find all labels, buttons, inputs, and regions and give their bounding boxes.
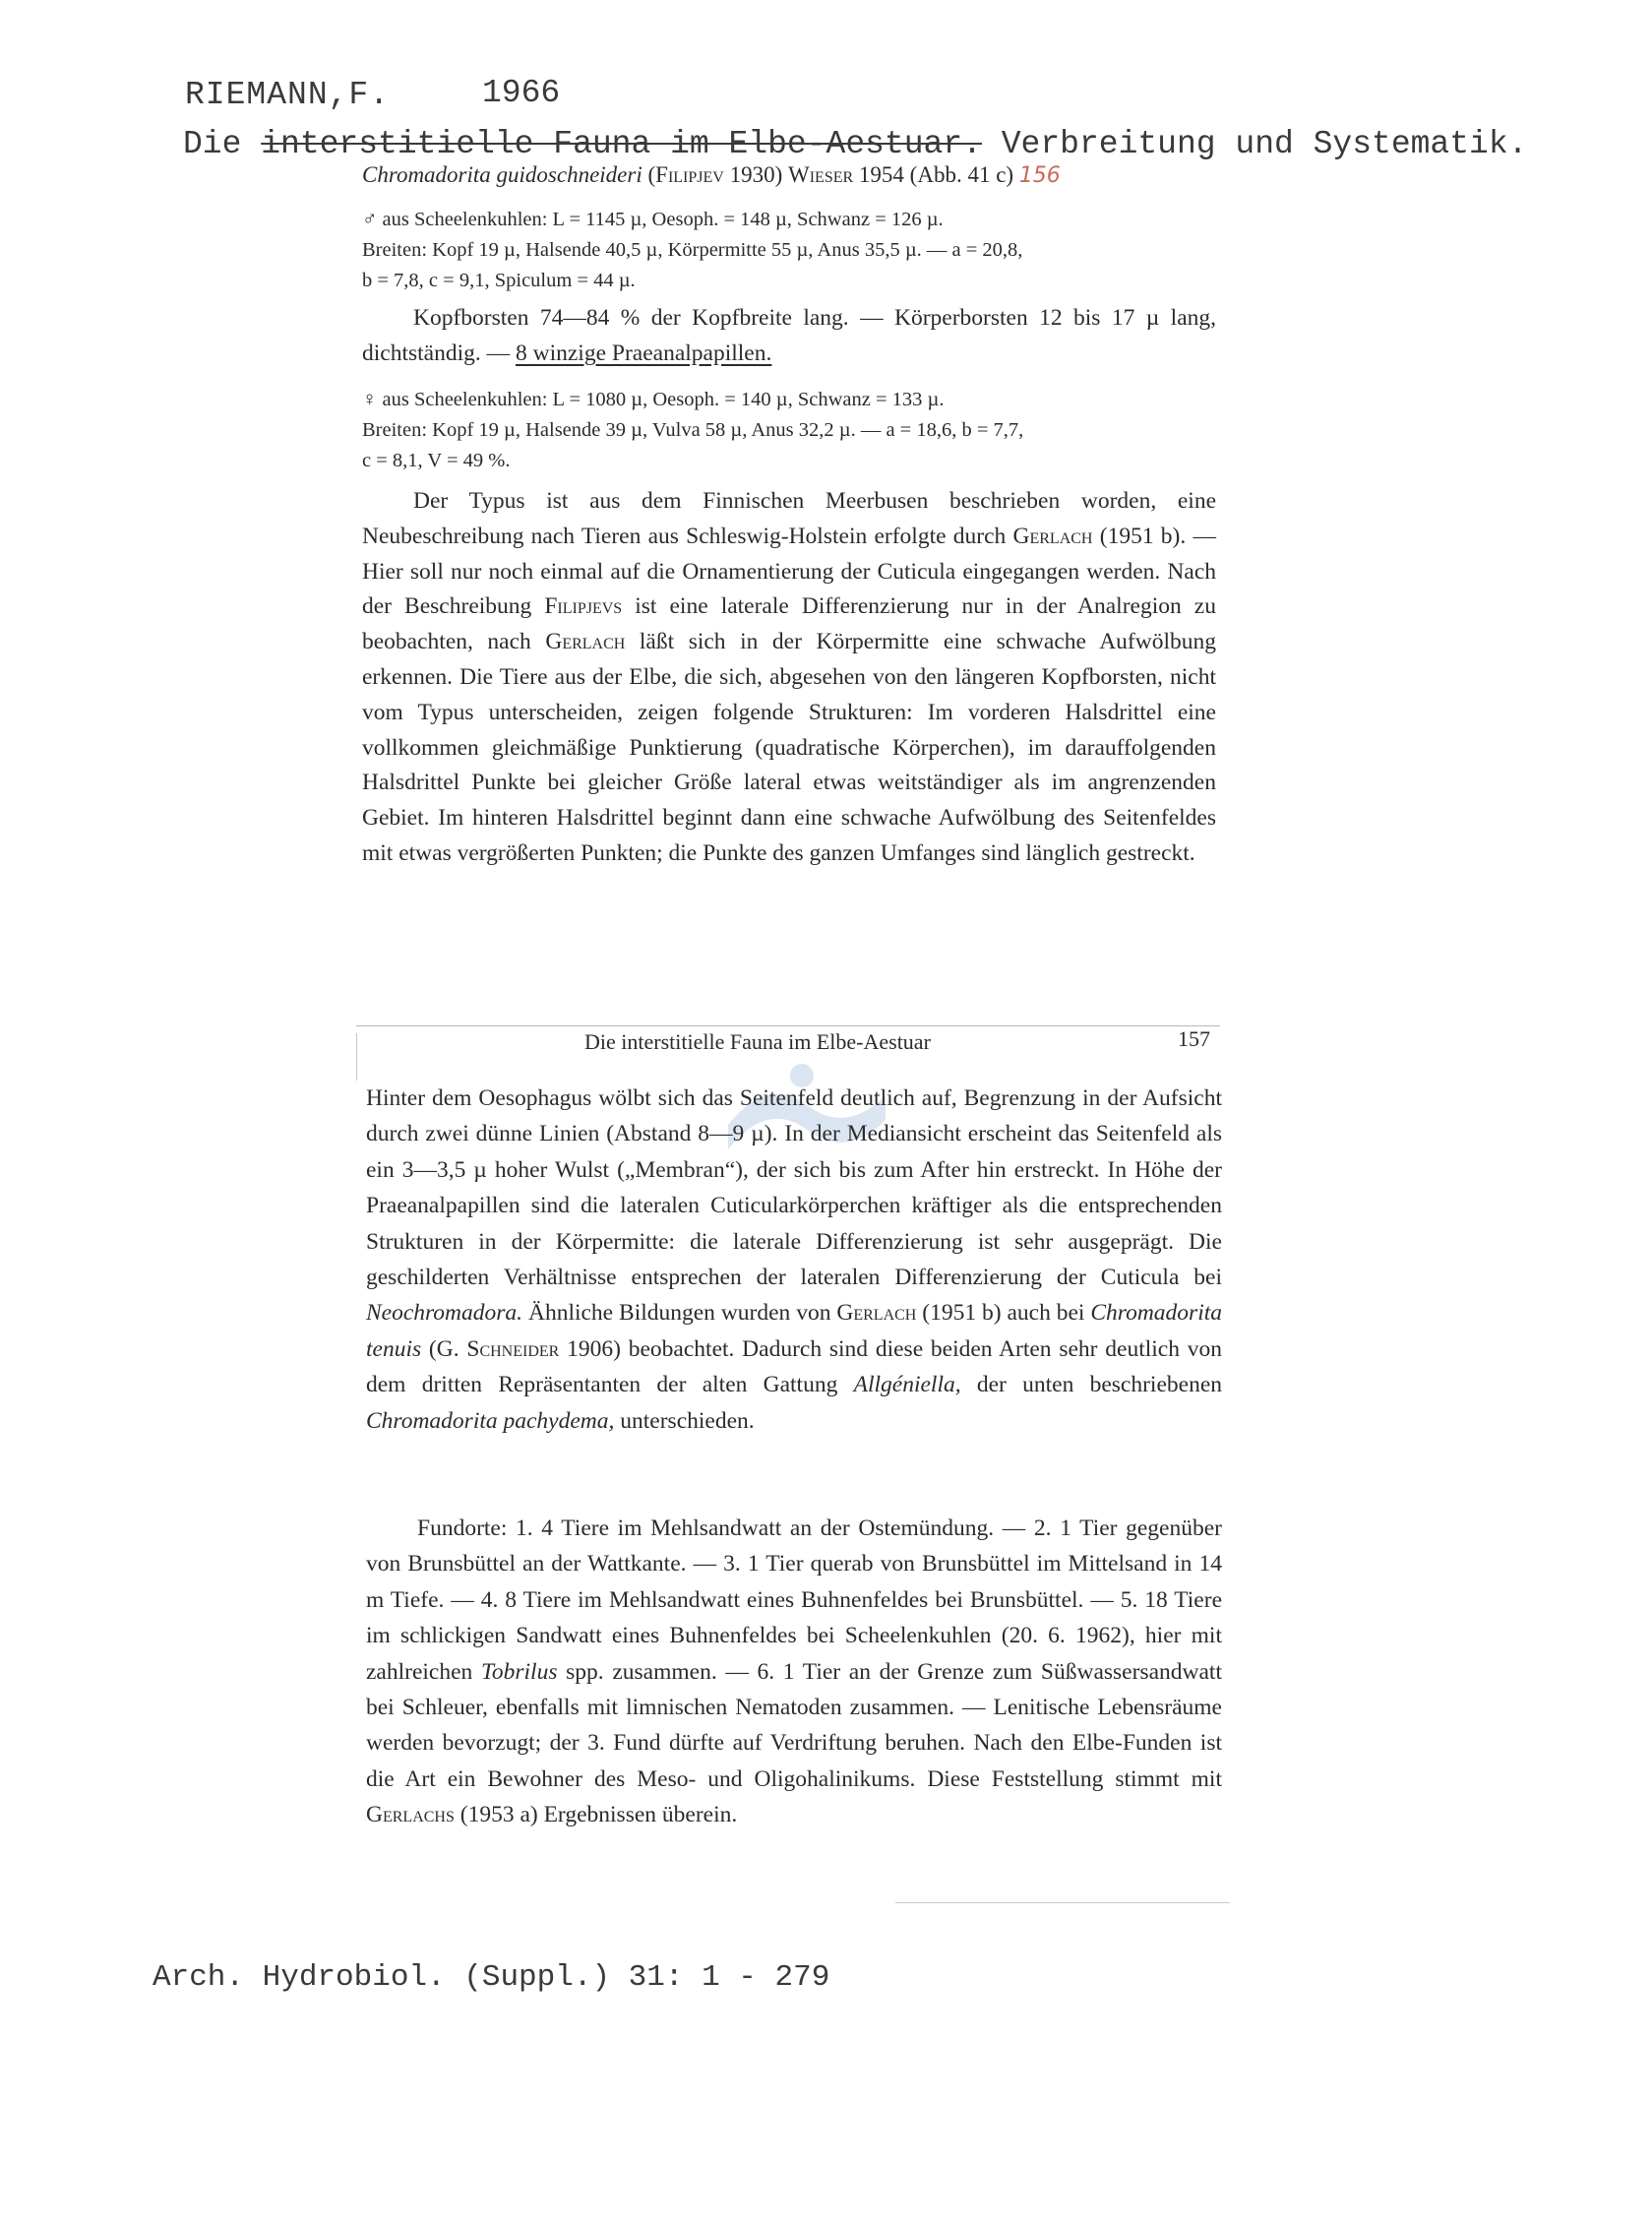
typus-paragraph	[362, 484, 1216, 872]
typus-text: ist eine laterale Differenzierung nur in der Analregion zu beobachten, nach	[362, 593, 1216, 655]
bristles-text: Kopfborsten 74—84 % der Kopfbreite lang. — Körperborsten 12 bis	[413, 305, 1101, 331]
female-measurements	[362, 385, 1216, 476]
hinter-text: (G.	[421, 1335, 467, 1362]
running-head: Die interstitielle Fauna im Elbe-Aestuar	[584, 1029, 931, 1054]
female-line: c = 8,1, V = 49 %.	[362, 450, 511, 471]
fundorte-text: (1953 a) Ergebnissen überein.	[454, 1802, 738, 1828]
bristles-paragraph	[362, 301, 1216, 372]
author-wieser: Wieser	[788, 162, 854, 187]
species-name: Chromadorita guidoschneideri	[362, 162, 642, 187]
title-struck-text: interstitielle Fauna im Elbe-Aestuar.	[261, 126, 982, 162]
species-tenuis: Chromadorita tenuis	[366, 1300, 1222, 1362]
title-lead: Die	[183, 126, 262, 162]
male-line: ♂ aus Scheelenkuhlen: L = 1145 µ, Oesoph. = 148 µ, Schwanz = 126 µ.	[362, 209, 944, 230]
bristles-text-2: 17 µ lang, dichtständig. —	[362, 305, 1217, 366]
praeanal-papillae-underlined: 8 winzige Praeanalpapillen.	[516, 340, 772, 366]
hinter-text: Hinter dem Oesophagus wölbt sich das Seitenfeld deutlich auf, Begrenzung in der Aufsicht durch zwei dünne Linien (Abstand 8—9 µ). In der Mediansicht erscheint das Seitenfeld als ein 3—3,5 µ hoher Wulst („Membran“), der sich bis zum After hin erstreckt. In Höhe der Praeanalpapillen sind die lateralen Cuticularkörperchen kräftiger als die entsprechenden Strukturen in der Körpermitte: die laterale Differenzierung ist sehr ausgeprägt. Die geschilderten Verhältnisse entsprechen der lateralen Differenzierung der Cuticula bei	[366, 1085, 1222, 1291]
author-gerlach: Gerlach	[836, 1300, 917, 1327]
hinter-text: 1906) beobachtet. Dadurch sind diese beiden Arten sehr deutlich von dem dritten Repräsentanten der alten Gattung	[366, 1335, 1223, 1398]
page-top-rule	[356, 1025, 1220, 1026]
journal-citation: Arch. Hydrobiol. (Suppl.) 31: 1 - 279	[153, 1960, 830, 1995]
typus-text: läßt sich in der Körpermitte eine schwache Aufwölbung erkennen. Die Tiere aus der Elbe, die sich, abgesehen von den längeren Kopfborsten, nicht vom Typus unterscheiden, zeigen folgende Strukturen: Im vorderen Halsdrittel eine vollkommen gleichmäßige Punktierung (quadratische Körperchen), im darauffolgenden Halsdrittel Punkte bei gleicher Größe lateral etwas weitständiger als im angrenzenden Gebiet. Im hinteren Halsdrittel beginnt dann eine schwache Aufwölbung des Seitenfeldes mit etwas vergrößerten Punkten; die Punkte des ganzen Umfanges sind länglich gestreckt.	[362, 629, 1216, 866]
typus-text: Der Typus ist aus dem Finnischen Meerbusen beschrieben worden, eine Neubeschreibung nach Tieren aus Schleswig-Holstein erfolgte durch	[362, 488, 1216, 549]
typus-text: (1951 b). — Hier soll nur noch einmal auf die Ornamentierung der Cuticula eingegangen werden. Nach der Beschreibung	[362, 523, 1216, 620]
male-measurements	[362, 205, 1216, 296]
genus-tobrilus: Tobrilus	[480, 1658, 558, 1685]
year-label: 1966	[482, 75, 561, 111]
author-gerlach: Gerlach	[545, 629, 626, 655]
female-line: Breiten: Kopf 19 µ, Halsende 39 µ, Vulva 58 µ, Anus 32,2 µ. — a = 18,6, b = 7,7,	[362, 419, 1024, 441]
genus-allgeniella: Allgéniella,	[853, 1372, 961, 1398]
author-gerlach: Gerlach	[1012, 523, 1093, 549]
handwritten-page-number: 156	[1018, 163, 1061, 188]
author-schneider: Schneider	[466, 1335, 560, 1362]
hinter-paragraph	[366, 1081, 1222, 1439]
male-line: Breiten: Kopf 19 µ, Halsende 40,5 µ, Körpermitte 55 µ, Anus 35,5 µ. — a = 20,8,	[362, 239, 1023, 261]
hinter-text: (1951 b) auch bei	[916, 1300, 1091, 1327]
female-line: ♀ aus Scheelenkuhlen: L = 1080 µ, Oesoph. = 140 µ, Schwanz = 133 µ.	[362, 389, 945, 410]
year-1930: 1930)	[729, 162, 783, 187]
reference-title	[183, 126, 1527, 162]
fundorte-paragraph	[366, 1511, 1222, 1833]
author-gerlachs: Gerlachs	[366, 1802, 455, 1828]
hinter-text: der unten beschriebenen	[960, 1372, 1223, 1398]
author-filipjev: Filipjev	[655, 162, 724, 187]
author-label: RIEMANN,F.	[185, 77, 391, 113]
genus-neochromadora: Neochromadora.	[366, 1300, 523, 1327]
species-pachydema: Chromadorita pachydema,	[366, 1407, 615, 1434]
hinter-text: Ähnliche Bildungen wurden von	[522, 1300, 837, 1327]
heading-tail: 1954 (Abb. 41 c)	[858, 162, 1014, 187]
hinter-text: unterschieden.	[614, 1407, 755, 1434]
male-line: b = 7,8, c = 9,1, Spiculum = 44 µ.	[362, 270, 636, 291]
fundorte-text: Fundorte: 1. 4 Tiere im Mehlsandwatt an der Ostemündung. — 2. 1 Tier gegenüber von Brunsbüttel an der Wattkante. — 3. 1 Tier querab von Brunsbüttel im Mittelsand in 14 m Tiefe. — 4. 8 Tiere im Mehlsandwatt eines Buhnenfeldes bei Brunsbüttel. — 5. 18 Tiere im schlickigen Sandwatt eines Buhnenfeldes bei Scheelenkuhlen (20. 6. 1962), hier mit zahlreichen	[366, 1516, 1222, 1685]
title-rest: Verbreitung und Systematik.	[981, 126, 1528, 162]
page-bottom-rule	[895, 1902, 1230, 1903]
author-filipjevs: Filipjevs	[544, 593, 623, 620]
species-heading: Chromadorita guidoschneideri (Filipjev 1930) Wieser 1954 (Abb. 41 c) 156	[362, 162, 1061, 188]
fundorte-text: spp. zusammen. — 6. 1 Tier an der Grenze zum Süßwassersandwatt bei Schleuer, ebenfalls mit limnischen Nematoden zusammen. — Lenitische Lebensräume werden bevorzugt; der 3. Fund dürfte auf Verdriftung beruhen. Nach den Elbe-Funden ist die Art ein Bewohner des Meso- und Oligohalinikums. Diese Feststellung stimmt mit	[366, 1658, 1222, 1792]
page-number: 157	[1178, 1026, 1210, 1051]
page-left-edge	[356, 1033, 357, 1081]
